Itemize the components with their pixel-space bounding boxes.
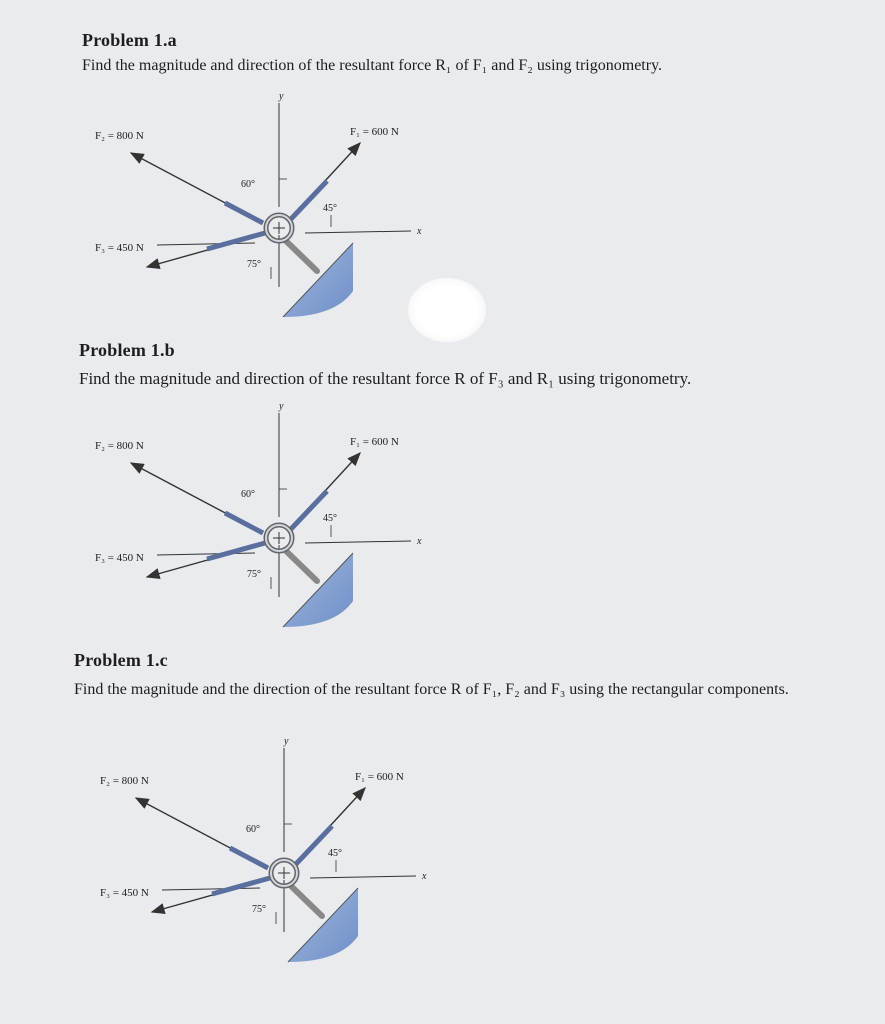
f2-cable <box>225 513 263 533</box>
f3-label: F₃ = 450 N <box>95 552 144 564</box>
angle-60-label: 60° <box>241 489 255 500</box>
x-axis-label: x <box>417 536 422 547</box>
problem-statement: Find the magnitude and direction of the resultant force R₁ of F₁ and F₂ using trigonometry. <box>82 57 663 74</box>
x-axis <box>310 876 416 878</box>
f2-label: F₂ = 800 N <box>95 130 144 142</box>
f1-cable <box>291 181 327 219</box>
force-diagram <box>95 401 455 645</box>
angle-45-label: 45° <box>323 513 337 524</box>
f1-cable <box>291 491 327 529</box>
f1-label: F₁ = 600 N <box>350 436 399 448</box>
x-axis-left <box>157 243 255 245</box>
bracket-arm <box>290 885 322 916</box>
f3-label: F₃ = 450 N <box>100 887 149 899</box>
problem-title: Problem 1.a <box>82 30 177 50</box>
bracket-arm <box>285 240 317 271</box>
angle-45-label: 45° <box>323 203 337 214</box>
y-axis-label: y <box>279 401 284 412</box>
f2-label: F₂ = 800 N <box>95 440 144 452</box>
angle-75-label: 75° <box>247 259 261 270</box>
f3-cable <box>207 233 265 249</box>
angle-60-label: 60° <box>241 179 255 190</box>
f1-label: F₁ = 600 N <box>355 771 404 783</box>
x-axis-label: x <box>422 871 427 882</box>
f2-label: F₂ = 800 N <box>100 775 149 787</box>
x-axis <box>305 231 411 233</box>
y-axis-label: y <box>284 736 289 747</box>
force-diagram <box>100 736 460 980</box>
angle-75-label: 75° <box>252 904 266 915</box>
bracket-arm <box>285 550 317 581</box>
x-axis <box>305 541 411 543</box>
x-axis-left <box>162 888 260 890</box>
problem-statement: Find the magnitude and the direction of the resultant force R of F₁, F₂ and F₃ using the rectangular components. <box>74 681 789 698</box>
problem-title: Problem 1.b <box>79 340 175 360</box>
f1-cable <box>296 826 332 864</box>
angle-60-label: 60° <box>246 824 260 835</box>
problem-statement: Find the magnitude and direction of the resultant force R of F₃ and R₁ using trigonometry. <box>79 369 692 388</box>
angle-75-label: 75° <box>247 569 261 580</box>
f3-label: F₃ = 450 N <box>95 242 144 254</box>
problem-title: Problem 1.c <box>74 650 168 670</box>
x-axis-label: x <box>417 226 422 237</box>
force-diagram <box>95 91 455 335</box>
f2-cable <box>230 848 268 868</box>
y-axis-label: y <box>279 91 284 102</box>
f1-label: F₁ = 600 N <box>350 126 399 138</box>
f3-cable <box>212 878 270 894</box>
f2-cable <box>225 203 263 223</box>
x-axis-left <box>157 553 255 555</box>
f3-cable <box>207 543 265 559</box>
angle-45-label: 45° <box>328 848 342 859</box>
